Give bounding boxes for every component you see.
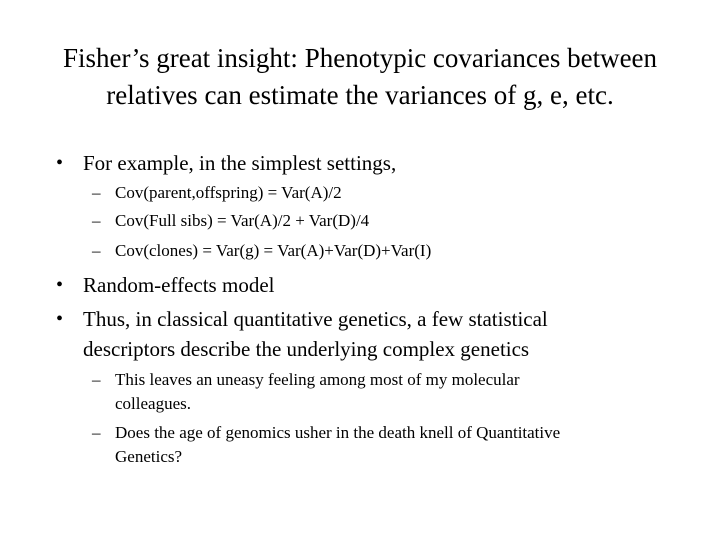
slide-title-line-2: relatives can estimate the variances of g, e, etc. [106, 80, 614, 110]
bullet-1-text: For example, in the simplest settings, [83, 151, 397, 175]
bullet-3-sub-1-text-line-2: colleagues. [115, 394, 191, 413]
sub-bullet-dash: – [92, 370, 101, 389]
bullet-dot: • [56, 308, 64, 330]
sub-bullet-dash: – [92, 423, 101, 442]
bullet-1-sub-2-text: Cov(Full sibs) = Var(A)/2 + Var(D)/4 [115, 211, 370, 230]
bullet-1-sub-1-text: Cov(parent,offspring) = Var(A)/2 [115, 183, 342, 202]
bullet-3-sub-1-text-line-1: This leaves an uneasy feeling among most of my molecular [115, 370, 520, 389]
slide-title [20, 40, 700, 114]
bullet-3-sub-2-text-line-1: Does the age of genomics usher in the death knell of Quantitative [115, 423, 561, 442]
bullet-3-text-line-1: Thus, in classical quantitative genetics, a few statistical [83, 307, 548, 331]
bullet-dot: • [56, 274, 64, 296]
sub-bullet-dash: – [92, 183, 101, 202]
bullet-1-sub-3-text: Cov(clones) = Var(g) = Var(A)+Var(D)+Var(I) [115, 241, 432, 260]
sub-bullet-dash: – [92, 241, 101, 260]
bullet-3-text-line-2: descriptors describe the underlying complex genetics [83, 337, 530, 361]
bullet-2-text: Random-effects model [83, 273, 275, 297]
slide-title-line-1: Fisher’s great insight: Phenotypic covariances between [62, 43, 658, 73]
bullet-dot: • [56, 152, 64, 174]
bullet-3-sub-2-text-line-2: Genetics? [115, 447, 183, 466]
sub-bullet-dash: – [92, 211, 101, 230]
